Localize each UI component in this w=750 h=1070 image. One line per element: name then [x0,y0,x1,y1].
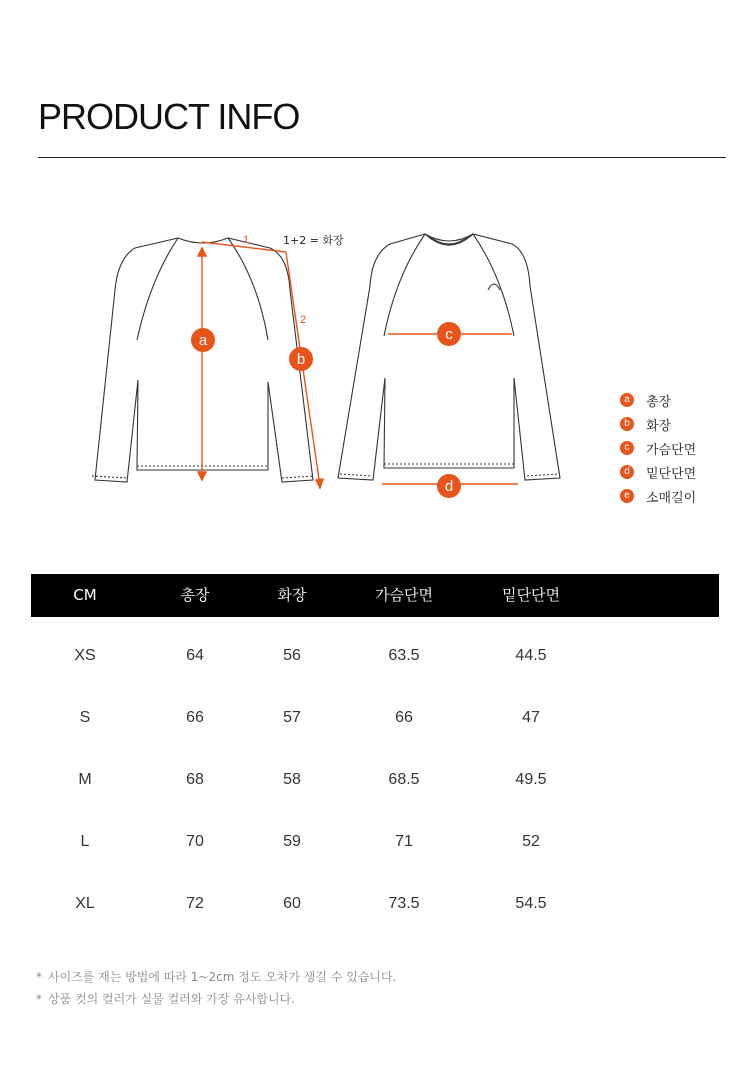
legend-key-icon: d [620,465,634,479]
asterisk-bullet: * [36,992,42,1006]
front-view-garment [338,234,560,480]
note-item [36,988,396,1010]
svg-text:a: a [198,332,208,349]
hem-width-cell: 49.5 [515,771,547,788]
header-hem-width: 밑단단면 [502,586,560,604]
total-length-cell: 64 [186,647,204,664]
chest-width-cell: 66 [395,709,413,726]
size-table-header [31,574,719,617]
note-text: 사이즈를 재는 방법에 따라 1~2cm 정도 오차가 생길 수 있습니다. [48,970,397,984]
legend-item [620,484,740,508]
size-cell: M [78,771,92,788]
marker-c [437,322,461,346]
legend-label: 화장 [646,418,672,434]
size-table [31,574,719,947]
header-chest-width: 가슴단면 [375,586,433,604]
sleeve-length-cell: 57 [283,709,301,726]
title-divider [38,157,726,158]
sleeve-length-cell: 59 [283,833,301,850]
legend-key-icon: a [620,393,634,407]
total-length-cell: 72 [186,895,204,912]
size-cell: XL [75,895,95,912]
note-text: 상품 컷의 컬러가 실물 컬러와 가장 유사합니다. [48,992,295,1006]
table-row [31,823,719,885]
legend-label: 소매길이 [646,490,697,506]
table-row [31,637,719,699]
hem-width-cell: 54.5 [515,895,547,912]
legend-key-icon: c [620,441,634,455]
sleeve-formula-label: 1+2 = 화장 [283,234,344,247]
chest-width-cell: 68.5 [388,771,420,788]
size-notes [36,966,396,1010]
chest-width-cell: 73.5 [388,895,420,912]
svg-text:d: d [444,478,454,495]
segment-2-label: 2 [300,314,307,326]
asterisk-bullet: * [36,970,42,984]
header-total-length: 총장 [180,586,210,604]
legend-item [620,388,740,412]
header-cm: CM [73,586,97,604]
hem-width-cell: 47 [522,709,540,726]
sleeve-length-cell: 56 [283,647,301,664]
legend-key-icon: e [620,489,634,503]
sleeve-length-cell: 58 [283,771,301,788]
marker-d [437,474,461,498]
legend-label: 총장 [646,394,672,410]
total-length-cell: 66 [186,709,204,726]
chest-width-cell: 71 [395,833,413,850]
legend-label: 가슴단면 [646,442,697,458]
sleeve-length-cell: 60 [283,895,301,912]
legend-item [620,436,740,460]
legend-label: 밑단단면 [646,466,697,482]
marker-a [191,328,215,352]
total-length-cell: 68 [186,771,204,788]
chest-width-cell: 63.5 [388,647,420,664]
measurement-legend [620,388,740,508]
header-sleeve-length: 화장 [277,586,307,604]
size-cell: XS [74,647,96,664]
table-row [31,885,719,947]
back-view-garment [92,238,314,482]
size-cell: S [79,709,91,726]
logo-mark [488,284,500,290]
segment-1-label: 1 [243,234,250,246]
size-cell: L [80,833,90,850]
hem-width-cell: 52 [522,833,540,850]
measurement-lines [198,242,518,488]
legend-item [620,412,740,436]
svg-text:c: c [445,326,453,343]
table-row [31,761,719,823]
total-length-cell: 70 [186,833,204,850]
legend-key-icon: b [620,417,634,431]
table-row [31,699,719,761]
marker-b [289,347,313,371]
svg-text:b: b [296,351,306,368]
size-table-body [31,617,719,947]
page-title: PRODUCT INFO [38,96,300,137]
note-item [36,966,396,988]
legend-item [620,460,740,484]
hem-width-cell: 44.5 [515,647,547,664]
